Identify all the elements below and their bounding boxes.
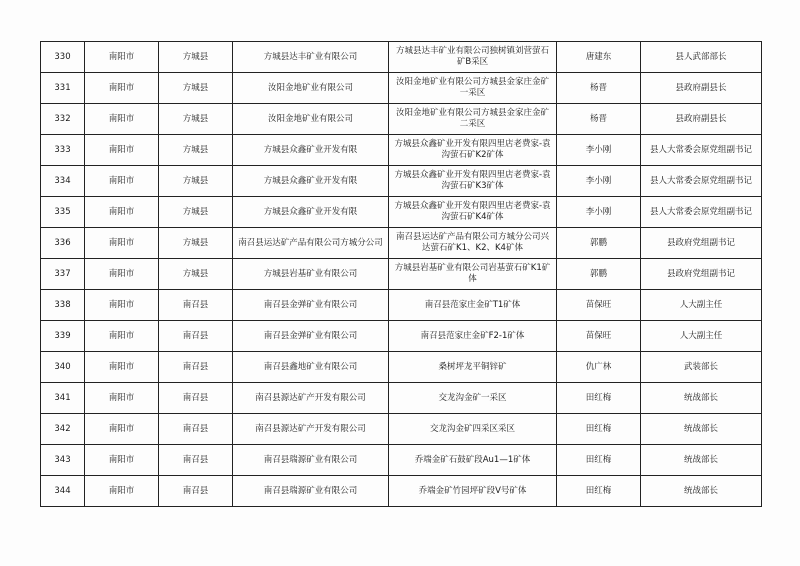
company-cell: 南召县源达矿产开发有限公司 <box>233 414 389 445</box>
city-cell: 南阳市 <box>85 135 159 166</box>
table-row <box>41 197 762 228</box>
person-cell: 郭鹏 <box>557 228 641 259</box>
company-cell: 汝阳金地矿业有限公司 <box>233 73 389 104</box>
mine-cell: 南召县运达矿产品有限公司方城分公司兴达萤石矿K1、K2、K4矿体 <box>389 228 557 259</box>
county-cell: 南召县 <box>159 445 233 476</box>
position-cell: 县人大常委会原党组副书记 <box>641 135 762 166</box>
row-number: 330 <box>41 42 85 73</box>
county-cell: 方城县 <box>159 228 233 259</box>
mine-cell: 交龙沟金矿四采区采区 <box>389 414 557 445</box>
city-cell: 南阳市 <box>85 228 159 259</box>
row-number: 332 <box>41 104 85 135</box>
position-cell: 人大副主任 <box>641 290 762 321</box>
city-cell: 南阳市 <box>85 383 159 414</box>
person-cell: 苗保旺 <box>557 321 641 352</box>
position-cell: 县政府党组副书记 <box>641 228 762 259</box>
mine-cell: 乔端金矿石鼓矿段Au1—1矿体 <box>389 445 557 476</box>
table-row <box>41 321 762 352</box>
row-number: 341 <box>41 383 85 414</box>
county-cell: 方城县 <box>159 166 233 197</box>
mine-cell: 方城县众鑫矿业开发有限四里店老费家-袁沟萤石矿K3矿体 <box>389 166 557 197</box>
row-number: 338 <box>41 290 85 321</box>
company-cell: 方城县众鑫矿业开发有限 <box>233 197 389 228</box>
city-cell: 南阳市 <box>85 321 159 352</box>
city-cell: 南阳市 <box>85 197 159 228</box>
row-number: 339 <box>41 321 85 352</box>
person-cell: 杨晋 <box>557 73 641 104</box>
city-cell: 南阳市 <box>85 104 159 135</box>
county-cell: 方城县 <box>159 42 233 73</box>
position-cell: 人大副主任 <box>641 321 762 352</box>
table-row <box>41 259 762 290</box>
mine-cell: 方城县岩基矿业有限公司岩基萤石矿K1矿体 <box>389 259 557 290</box>
city-cell: 南阳市 <box>85 414 159 445</box>
mine-responsibility-table <box>40 41 762 507</box>
city-cell: 南阳市 <box>85 352 159 383</box>
company-cell: 南召县鑫地矿业有限公司 <box>233 352 389 383</box>
city-cell: 南阳市 <box>85 42 159 73</box>
position-cell: 县政府副县长 <box>641 104 762 135</box>
person-cell: 田红梅 <box>557 383 641 414</box>
county-cell: 南召县 <box>159 383 233 414</box>
company-cell: 南召县金弹矿业有限公司 <box>233 290 389 321</box>
county-cell: 南召县 <box>159 321 233 352</box>
city-cell: 南阳市 <box>85 476 159 507</box>
position-cell: 统战部长 <box>641 383 762 414</box>
company-cell: 南召县金弹矿业有限公司 <box>233 321 389 352</box>
position-cell: 县政府副县长 <box>641 73 762 104</box>
table-row <box>41 42 762 73</box>
row-number: 340 <box>41 352 85 383</box>
position-cell: 武装部长 <box>641 352 762 383</box>
city-cell: 南阳市 <box>85 73 159 104</box>
position-cell: 统战部长 <box>641 445 762 476</box>
person-cell: 李小刚 <box>557 166 641 197</box>
table-body <box>41 42 762 507</box>
person-cell: 田红梅 <box>557 476 641 507</box>
position-cell: 统战部长 <box>641 476 762 507</box>
company-cell: 南召县运达矿产品有限公司方城分公司 <box>233 228 389 259</box>
mine-cell: 桑树坪龙平铜锌矿 <box>389 352 557 383</box>
person-cell: 李小刚 <box>557 197 641 228</box>
table-row <box>41 383 762 414</box>
mine-cell: 汝阳金地矿业有限公司方城县金家庄金矿二采区 <box>389 104 557 135</box>
county-cell: 南召县 <box>159 476 233 507</box>
row-number: 335 <box>41 197 85 228</box>
mine-cell: 汝阳金地矿业有限公司方城县金家庄金矿一采区 <box>389 73 557 104</box>
city-cell: 南阳市 <box>85 166 159 197</box>
company-cell: 汝阳金地矿业有限公司 <box>233 104 389 135</box>
position-cell: 县人大常委会原党组副书记 <box>641 197 762 228</box>
city-cell: 南阳市 <box>85 259 159 290</box>
city-cell: 南阳市 <box>85 290 159 321</box>
table-row <box>41 414 762 445</box>
position-cell: 县人大常委会原党组副书记 <box>641 166 762 197</box>
row-number: 342 <box>41 414 85 445</box>
company-cell: 南召县瑞源矿业有限公司 <box>233 445 389 476</box>
row-number: 333 <box>41 135 85 166</box>
table-row <box>41 290 762 321</box>
row-number: 336 <box>41 228 85 259</box>
mine-cell: 方城县众鑫矿业开发有限四里店老费家-袁沟萤石矿K4矿体 <box>389 197 557 228</box>
row-number: 334 <box>41 166 85 197</box>
person-cell: 田红梅 <box>557 414 641 445</box>
mine-cell: 南召县范家庄金矿F2-1矿体 <box>389 321 557 352</box>
county-cell: 方城县 <box>159 104 233 135</box>
row-number: 337 <box>41 259 85 290</box>
county-cell: 南召县 <box>159 290 233 321</box>
person-cell: 郭鹏 <box>557 259 641 290</box>
row-number: 343 <box>41 445 85 476</box>
table-row <box>41 445 762 476</box>
table-row <box>41 104 762 135</box>
row-number: 344 <box>41 476 85 507</box>
table-row <box>41 73 762 104</box>
mine-cell: 交龙沟金矿一采区 <box>389 383 557 414</box>
county-cell: 南召县 <box>159 414 233 445</box>
company-cell: 方城县众鑫矿业开发有限 <box>233 135 389 166</box>
person-cell: 田红梅 <box>557 445 641 476</box>
person-cell: 杨晋 <box>557 104 641 135</box>
person-cell: 苗保旺 <box>557 290 641 321</box>
county-cell: 方城县 <box>159 135 233 166</box>
row-number: 331 <box>41 73 85 104</box>
table-row <box>41 228 762 259</box>
county-cell: 方城县 <box>159 197 233 228</box>
company-cell: 方城县岩基矿业有限公司 <box>233 259 389 290</box>
person-cell: 李小刚 <box>557 135 641 166</box>
table-row <box>41 352 762 383</box>
county-cell: 南召县 <box>159 352 233 383</box>
mine-cell: 方城县达丰矿业有限公司独树镇刘营萤石矿B采区 <box>389 42 557 73</box>
company-cell: 方城县达丰矿业有限公司 <box>233 42 389 73</box>
county-cell: 方城县 <box>159 259 233 290</box>
mine-cell: 南召县范家庄金矿T1矿体 <box>389 290 557 321</box>
position-cell: 统战部长 <box>641 414 762 445</box>
city-cell: 南阳市 <box>85 445 159 476</box>
position-cell: 县政府党组副书记 <box>641 259 762 290</box>
table-row <box>41 166 762 197</box>
person-cell: 仇广林 <box>557 352 641 383</box>
company-cell: 南召县瑞源矿业有限公司 <box>233 476 389 507</box>
mine-cell: 乔端金矿竹园坪矿段V号矿体 <box>389 476 557 507</box>
table-row <box>41 476 762 507</box>
position-cell: 县人武部部长 <box>641 42 762 73</box>
table-row <box>41 135 762 166</box>
person-cell: 唐建东 <box>557 42 641 73</box>
company-cell: 方城县众鑫矿业开发有限 <box>233 166 389 197</box>
mine-cell: 方城县众鑫矿业开发有限四里店老费家-袁沟萤石矿K2矿体 <box>389 135 557 166</box>
company-cell: 南召县源达矿产开发有限公司 <box>233 383 389 414</box>
county-cell: 方城县 <box>159 73 233 104</box>
